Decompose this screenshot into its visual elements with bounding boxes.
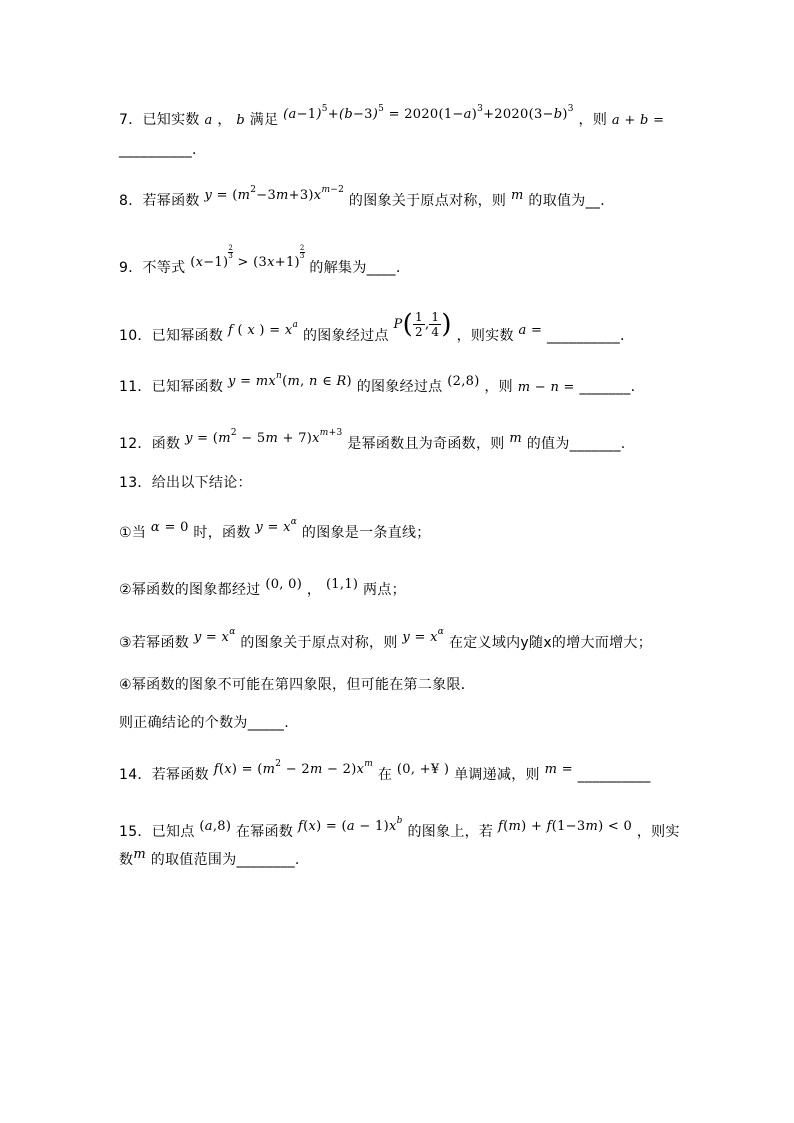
problem-12-text: 的值为_______.: [526, 436, 626, 452]
problem-15-text: ，则实: [636, 824, 680, 840]
problem-12-text: 是幂函数且为奇函数，则: [347, 436, 505, 452]
statement-text: 两点；: [363, 582, 406, 598]
problem-8-text: 的图象关于原点对称，则: [348, 193, 507, 209]
problem-8-text: 8．若幂函数: [119, 193, 200, 209]
problem-7-blank: __________.: [119, 142, 197, 158]
problem-9-text: 9．不等式: [119, 260, 186, 276]
problem-15-text: 数: [119, 852, 134, 868]
math-a-plus-b: a + b =: [611, 113, 665, 128]
problem-14-text: 14．若幂函数: [119, 767, 209, 783]
math-y-x-alpha: $y = x^\alpha$: [193, 627, 236, 645]
problem-9-text: 的解集为____.: [309, 260, 401, 276]
math-alpha-zero: α = 0: [150, 520, 189, 535]
problem-7-text: ，: [217, 112, 232, 128]
problem-11-text: ，则: [484, 379, 513, 395]
problem-14: [119, 759, 651, 786]
math-function-11: $y = mx^n(m$, n ∈ R): [227, 371, 352, 389]
problem-13-title: 13．给出以下结论：: [119, 475, 252, 491]
math-a: a: [204, 113, 213, 128]
statement-text: 的图象是一条直线；: [301, 525, 431, 541]
math-point-a-8: (a,8): [199, 819, 232, 834]
problem-10-text: ，则实数: [456, 328, 514, 344]
math-m: m: [511, 188, 524, 203]
statement-text: 的图象关于原点对称，则: [240, 635, 398, 651]
problem-15-text: 在幂函数: [235, 824, 294, 840]
problem-13-statement-4: ④幂函数的图象不可能在第四象限，但可能在第二象限．: [119, 677, 476, 693]
statement-text: 在定义域内y随x的增大而增大；: [448, 635, 653, 651]
problem-15-line-2: [119, 847, 300, 871]
statement-text: ②幂函数的图象都经过: [119, 582, 261, 598]
problem-9: [119, 244, 401, 279]
math-y-x-alpha: $y = x^\alpha$: [402, 627, 445, 645]
math-m-minus-n: m − n =: [517, 380, 575, 395]
problem-13-statement-1: [119, 517, 431, 544]
math-power-function-8: $y = (m^2-3m+3)x^{m-2}$: [204, 185, 345, 203]
problem-14-blank: __________: [577, 767, 651, 783]
problem-10-text: 10．已知幂函数: [119, 328, 224, 344]
problem-14-text: 单调递减，则: [454, 767, 540, 783]
problem-14-text: 在: [377, 767, 393, 783]
problem-12-text: 12．函数: [119, 436, 181, 452]
statement-text: ，: [306, 582, 322, 598]
math-inequality-9: (x−1) $\frac{2}{3}$ > (3x+1) $\frac{2}{3}$: [190, 244, 305, 270]
math-interval: (0, +¥ ): [396, 762, 450, 777]
math-equation-7: $(a-1)^5+(b-3)^5 = 2020(1-a)^3+2020(3-b)^3$: [283, 104, 574, 122]
math-inequality-15: f(m) + f(1−3m) < 0: [498, 819, 633, 834]
math-function-14: $f(x) = (m^2 - 2m - 2)x^m$: [213, 759, 374, 777]
problem-13-statement-3: [119, 627, 653, 654]
problem-7-text: ，则: [578, 112, 608, 128]
problem-7-text: 满足: [249, 112, 279, 128]
statement-text: 时，函数: [193, 525, 251, 541]
problem-10-text: 的图象经过点: [302, 328, 389, 344]
problem-7-text: 7．已知实数: [119, 112, 200, 128]
math-f-10: f ( x ) = $x^a$: [227, 320, 299, 338]
math-point-p: P( $\frac{1}{2}$ , $\frac{1}{4}$ ): [393, 309, 452, 340]
math-function-15: $f(x) = (a - 1)x^b$: [297, 816, 403, 834]
math-point-2-8: (2,8): [447, 374, 480, 389]
math-y-x-alpha: $y = x^\alpha$: [255, 517, 298, 535]
problem-15: [119, 816, 680, 843]
math-point-1-1: (1,1): [325, 577, 359, 592]
statement-text: ③若幂函数: [119, 635, 190, 651]
problem-11: [119, 371, 636, 398]
problem-15-text: 的取值范围为________.: [145, 852, 300, 868]
math-m-equals: m =: [544, 762, 573, 777]
problem-13-statement-2: [119, 577, 406, 601]
problem-15-text: 的图象上，若: [407, 824, 494, 840]
statement-text: ①当: [119, 525, 147, 541]
math-b: b: [236, 113, 246, 128]
problem-11-blank: _______.: [579, 379, 636, 395]
problem-7: [119, 104, 665, 131]
problem-8-text: 的取值为__.: [528, 193, 605, 209]
math-m: m: [509, 431, 522, 446]
math-a-equals: a =: [518, 323, 543, 338]
problem-8: [119, 185, 605, 212]
problem-13-question: 则正确结论的个数为_____.: [119, 715, 289, 731]
problem-12: [119, 428, 626, 455]
problem-10: [119, 309, 625, 351]
problem-11-text: 的图象经过点: [356, 379, 443, 395]
problem-15-text: 15．已知点: [119, 824, 195, 840]
math-m: m: [133, 847, 146, 862]
problem-10-blank: __________.: [547, 328, 625, 344]
problem-11-text: 11．已知幂函数: [119, 379, 224, 395]
math-point-origin: (0, 0): [265, 577, 303, 592]
math-function-12: $y = (m^2 - 5m + 7)x^{m+3}$: [185, 428, 343, 446]
